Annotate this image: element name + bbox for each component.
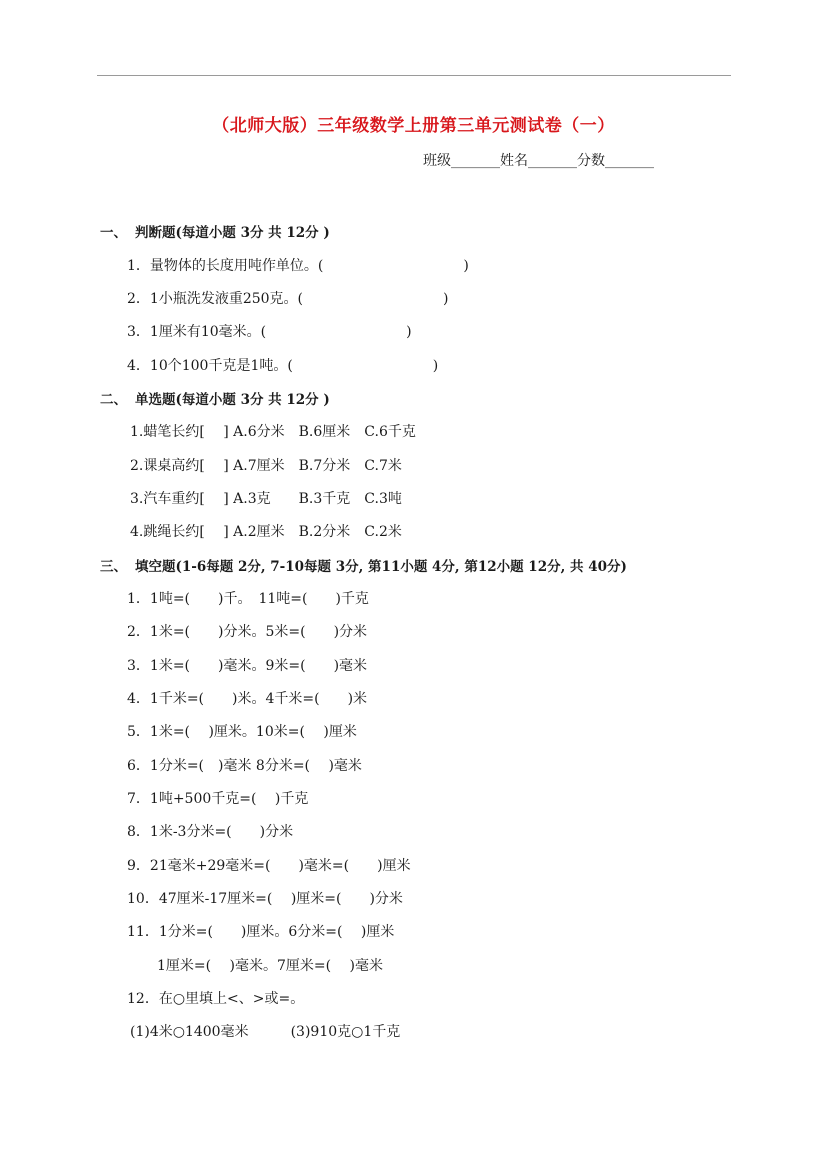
question-item: 3.汽车重约[ ] A.3克 B.3千克 C.3吨 [130, 491, 402, 507]
section-title: 填空题(1-6每题 2分, 7-10每题 3分, 第11小题 4分, 第12小题 12分, 共 40分) [135, 559, 627, 575]
question-item: 2．1小瓶洗发液重250克。( ) [127, 291, 449, 307]
student-info-line: 班级_______姓名_______分数_______ [423, 153, 654, 169]
question-item: 3．1米=( )毫米。9米=( )毫米 [127, 658, 368, 674]
question-item: 4．1千米=( )米。4千米=( )米 [127, 691, 368, 707]
question-item: 4．10个100千克是1吨。( ) [127, 358, 439, 374]
question-item: 9．21毫米+29毫米=( )毫米=( )厘米 [127, 858, 411, 874]
section-title: 单选题(每道小题 3分 共 12分 ) [135, 392, 330, 408]
question-item: 11．1分米=( )厘米。6分米=( )厘米 [127, 924, 395, 940]
question-item: 5．1米=( )厘米。10米=( )厘米 [127, 724, 357, 740]
question-item: 10．47厘米-17厘米=( )厘米=( )分米 [127, 891, 403, 907]
section-title: 判断题(每道小题 3分 共 12分 ) [135, 225, 330, 241]
question-item: 7．1吨+500千克=( )千克 [127, 791, 309, 807]
question-item: 2.课桌高约[ ] A.7厘米 B.7分米 C.7米 [130, 458, 402, 474]
section-number: 二、 [100, 392, 127, 408]
question-item: 3．1厘米有10毫米。( ) [127, 324, 412, 340]
question-item: 8．1米-3分米=( )分米 [127, 824, 294, 840]
section-heading-judgment [100, 221, 330, 241]
section-heading-single-choice [100, 388, 330, 408]
question-item: 6．1分米=( )毫米 8分米=( )毫米 [127, 758, 362, 774]
header-rule [97, 75, 731, 76]
document-title: （北师大版）三年级数学上册第三单元测试卷（一） [212, 116, 615, 136]
question-item: 4.跳绳长约[ ] A.2厘米 B.2分米 C.2米 [130, 524, 402, 540]
section-number: 三、 [100, 559, 127, 575]
question-item: 1．量物体的长度用吨作单位。( ) [127, 258, 469, 274]
section-number: 一、 [100, 225, 127, 241]
question-item: (1)4米○1400毫米 (3)910克○1千克 [130, 1024, 401, 1040]
question-item: 2．1米=( )分米。5米=( )分米 [127, 624, 368, 640]
question-item: 12．在○里填上<、>或=。 [127, 991, 305, 1007]
question-item: 1.蜡笔长约[ ] A.6分米 B.6厘米 C.6千克 [130, 424, 416, 440]
question-item: 1厘米=( )毫米。7厘米=( )毫米 [157, 958, 384, 974]
section-heading-fill-in [100, 555, 627, 575]
question-item: 1．1吨=( )千。 11吨=( )千克 [127, 591, 369, 607]
